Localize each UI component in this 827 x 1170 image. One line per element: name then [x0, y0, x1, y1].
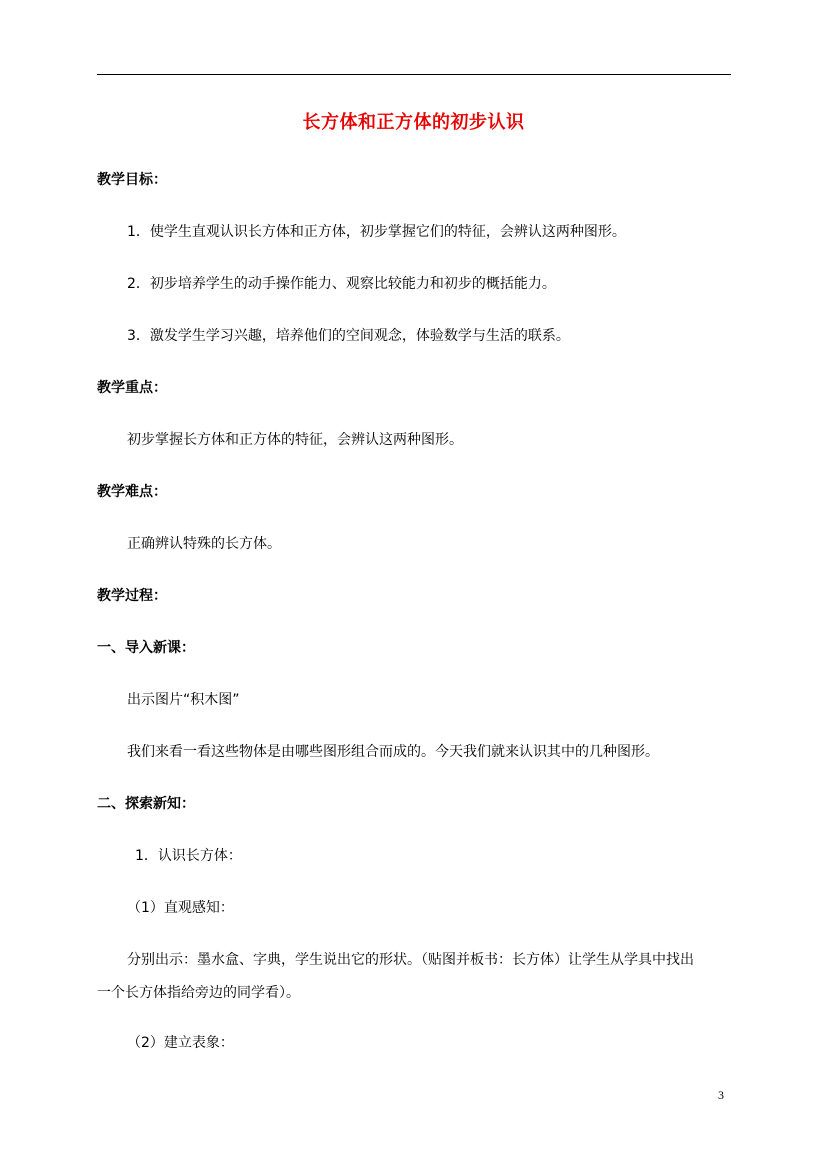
- document-title: 长方体和正方体的初步认识: [302, 112, 525, 133]
- header-rule: [97, 74, 731, 75]
- goals-heading: 教学目标：: [97, 172, 167, 188]
- key-points-heading: 教学重点：: [97, 380, 167, 396]
- goal-3: 3．激发学生学习兴趣，培养他们的空间观念，体验数学与生活的联系。: [127, 328, 570, 344]
- difficulty-text: 正确辨认特殊的长方体。: [127, 536, 281, 552]
- section-1-line-2: 我们来看一看这些物体是由哪些图形组合而成的。今天我们就来认识其中的几种图形。: [127, 744, 659, 760]
- section-2-paragraph-line-2: 一个长方体指给旁边的同学看）。: [97, 985, 300, 1001]
- section-2-sub-2: （2）建立表象：: [127, 1035, 234, 1051]
- goal-2: 2．初步培养学生的动手操作能力、观察比较能力和初步的概括能力。: [127, 276, 556, 292]
- page-number: 3: [718, 1088, 724, 1102]
- section-1-heading: 一、导入新课：: [97, 640, 195, 656]
- section-2-paragraph-line-1: 分别出示：墨水盒、字典，学生说出它的形状。（贴图并板书：长方体）让学生从学具中找出: [127, 952, 694, 968]
- difficulty-heading: 教学难点：: [97, 484, 167, 500]
- key-points-text: 初步掌握长方体和正方体的特征，会辨认这两种图形。: [127, 432, 463, 448]
- section-2-item-1: 1．认识长方体：: [135, 848, 242, 864]
- section-1-line-1: 出示图片“积木图”: [127, 692, 240, 708]
- section-2-sub-1: （1）直观感知：: [127, 900, 234, 916]
- section-2-heading: 二、探索新知：: [97, 796, 195, 812]
- process-heading: 教学过程：: [97, 588, 167, 604]
- goal-1: 1．使学生直观认识长方体和正方体，初步掌握它们的特征，会辨认这两种图形。: [127, 224, 626, 240]
